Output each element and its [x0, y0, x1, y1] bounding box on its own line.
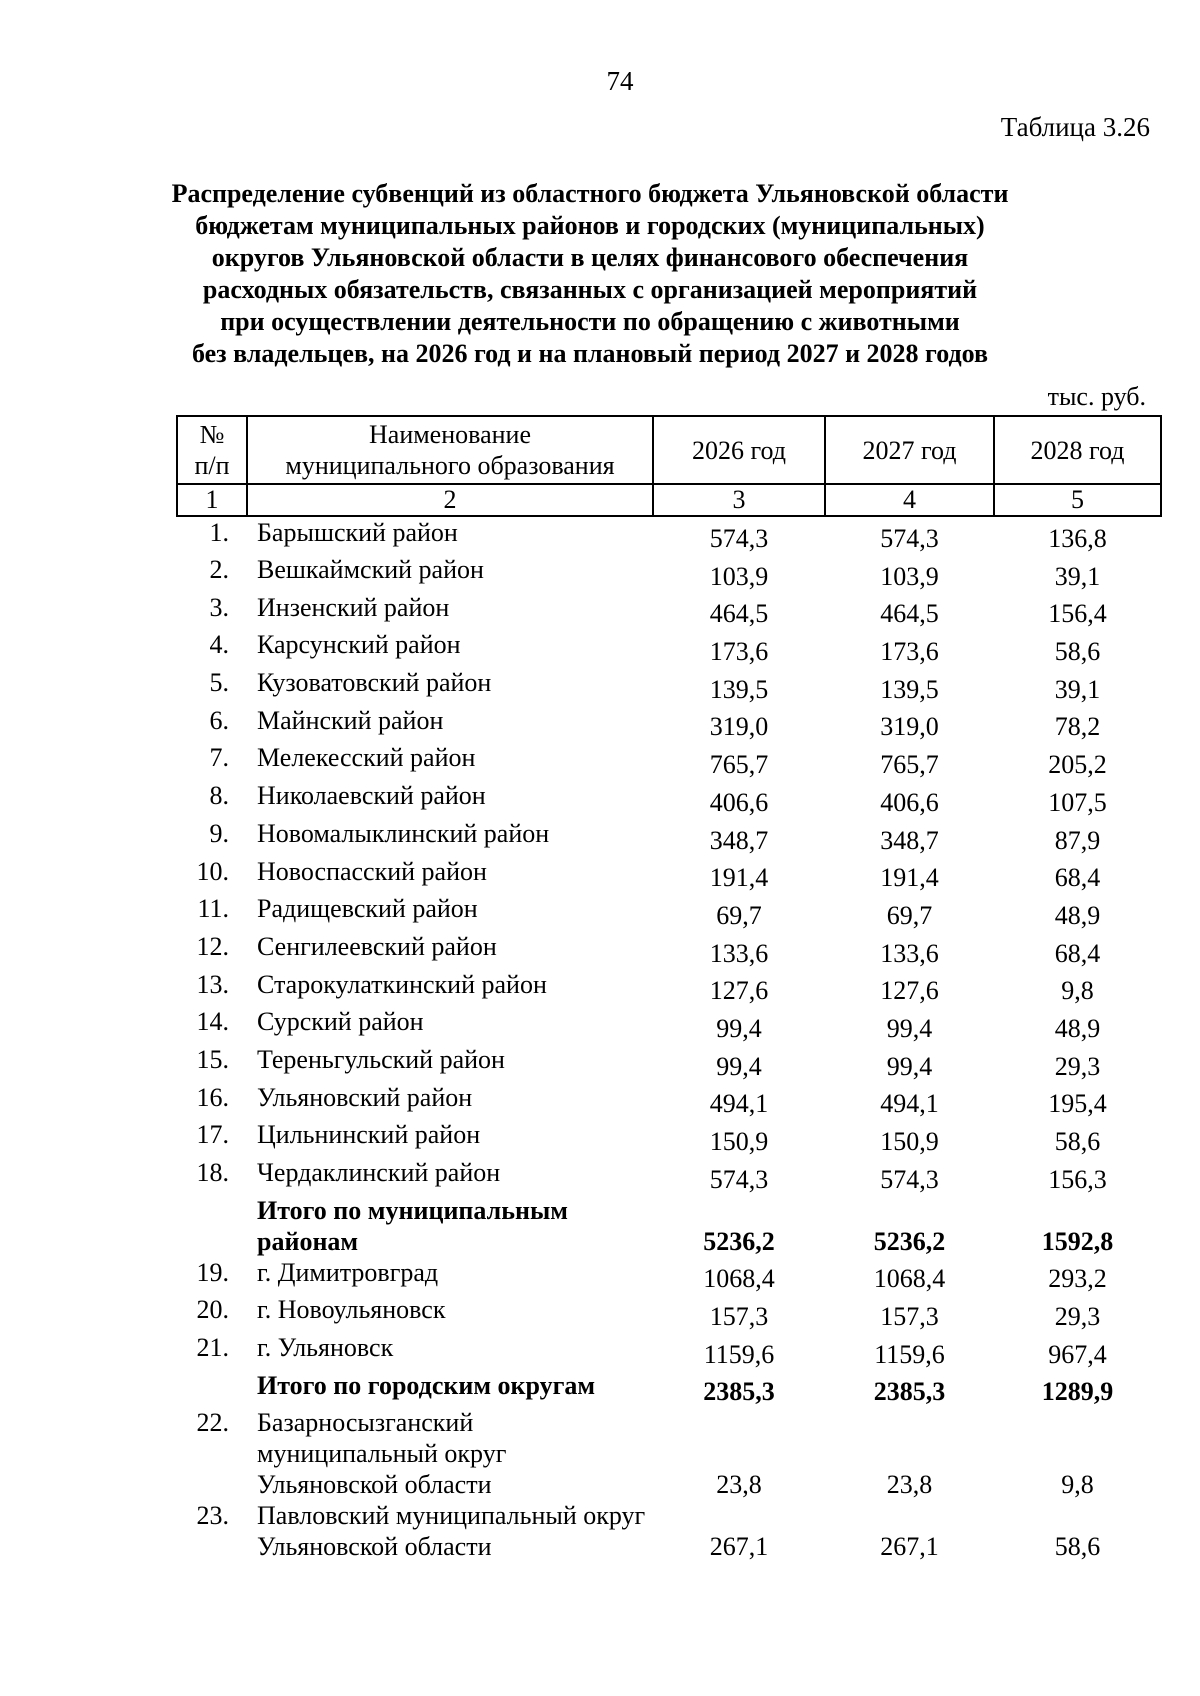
total-row — [177, 1195, 1161, 1257]
header-index: 3 — [653, 484, 825, 516]
value-2026: 191,4 — [709, 863, 769, 893]
municipality-name: Базарносызганский муниципальный округ Ульяновской области — [257, 1408, 507, 1500]
value-2026: 5236,2 — [703, 1226, 775, 1256]
value-2028: 1592,8 — [1041, 1226, 1114, 1256]
value-2026: 150,9 — [709, 1127, 769, 1156]
title-line: без владельцев, на 2026 год и на плановый период 2027 и 2028 годов — [191, 339, 989, 368]
value-2028: 205,2 — [1048, 750, 1107, 780]
table-row — [177, 1257, 1161, 1295]
row-number: 23. — [196, 1501, 229, 1531]
table-row — [177, 1407, 1161, 1500]
row-number: 3. — [209, 592, 229, 622]
value-2028: 9,8 — [1061, 1470, 1094, 1500]
value-2026: 127,6 — [709, 976, 769, 1006]
municipality-name: Барышский район — [257, 518, 458, 547]
table-row — [177, 1082, 1161, 1120]
row-number — [177, 1195, 247, 1257]
value-2026: 103,9 — [709, 561, 769, 591]
row-number: 15. — [196, 1044, 229, 1074]
table-row — [177, 1294, 1161, 1332]
value-2026: 139,5 — [709, 674, 769, 704]
municipality-name: Чердаклинский район — [257, 1158, 501, 1187]
value-2028: 136,8 — [1048, 524, 1107, 553]
header-2028: 2028 год — [994, 416, 1161, 484]
row-number: 11. — [197, 894, 229, 924]
table-row — [177, 629, 1161, 667]
value-2027: 99,4 — [886, 1013, 933, 1043]
row-number: 10. — [196, 856, 229, 886]
municipality-name: Радищевский район — [257, 894, 478, 924]
municipality-name: Новоспасский район — [257, 856, 487, 886]
value-2028: 48,9 — [1054, 1013, 1101, 1043]
value-2026: 173,6 — [709, 637, 769, 667]
value-2028: 58,6 — [1054, 1127, 1101, 1156]
units-label: тыс. руб. — [1047, 382, 1146, 411]
row-number — [177, 1370, 247, 1408]
value-2027: 157,3 — [880, 1302, 939, 1332]
row-number: 22. — [196, 1408, 229, 1438]
title-line: Распределение субвенций из областного бюджета Ульяновской области — [171, 179, 1009, 208]
value-2028: 39,1 — [1054, 674, 1101, 704]
value-2026: 464,5 — [709, 599, 769, 629]
value-2027: 173,6 — [880, 637, 939, 667]
row-number: 2. — [209, 555, 229, 584]
table-row — [177, 667, 1161, 705]
table-label: Таблица 3.26 — [1000, 112, 1150, 142]
value-2028: 293,2 — [1048, 1264, 1107, 1294]
value-2026: 157,3 — [709, 1302, 769, 1332]
row-number: 18. — [196, 1158, 229, 1187]
value-2028: 967,4 — [1048, 1339, 1107, 1369]
title-line: бюджетам муниципальных районов и городских (муниципальных) — [195, 211, 985, 240]
value-2028: 68,4 — [1054, 938, 1101, 968]
table-row — [177, 969, 1161, 1007]
value-2026: 319,0 — [709, 712, 769, 742]
value-2028: 156,4 — [1048, 599, 1107, 629]
value-2028: 156,3 — [1048, 1164, 1107, 1194]
value-2026: 69,7 — [716, 900, 762, 930]
value-2028: 1289,9 — [1041, 1377, 1114, 1407]
row-number: 13. — [196, 969, 229, 999]
municipality-name: г. Ульяновск — [257, 1333, 394, 1363]
table-row — [177, 1044, 1161, 1082]
table-row — [177, 742, 1161, 780]
value-2028: 39,1 — [1054, 561, 1101, 591]
value-2027: 127,6 — [880, 976, 939, 1006]
value-2026: 348,7 — [709, 825, 769, 855]
header-2027: 2027 год — [825, 416, 994, 484]
value-2028: 195,4 — [1048, 1089, 1107, 1119]
row-number: 21. — [196, 1333, 229, 1363]
value-2027: 765,7 — [880, 750, 939, 780]
table-row — [177, 554, 1161, 592]
value-2026: 23,8 — [716, 1470, 762, 1500]
value-2026: 574,3 — [709, 1164, 769, 1194]
municipality-name: Вешкаймский район — [257, 555, 484, 584]
municipality-name: Карсунский район — [257, 630, 461, 660]
row-number: 1. — [209, 518, 229, 547]
municipality-name: Старокулаткинский район — [257, 969, 547, 999]
value-2027: 464,5 — [880, 599, 939, 629]
page-number: 74 — [606, 66, 634, 96]
value-2027: 348,7 — [880, 825, 939, 855]
table-body — [177, 516, 1161, 1562]
municipality-name: Кузоватовский район — [257, 668, 492, 698]
value-2026: 765,7 — [709, 750, 769, 780]
value-2028: 48,9 — [1054, 900, 1101, 930]
value-2027: 191,4 — [880, 863, 939, 893]
value-2027: 1068,4 — [873, 1264, 946, 1294]
row-number: 16. — [196, 1082, 229, 1112]
municipality-name: г. Новоульяновск — [257, 1295, 446, 1325]
header-number — [177, 416, 247, 484]
value-2028: 9,8 — [1061, 976, 1094, 1006]
table-row — [177, 1332, 1161, 1370]
value-2026: 406,6 — [709, 787, 769, 817]
header-index: 5 — [994, 484, 1161, 516]
header-index: 4 — [825, 484, 994, 516]
municipality-name: Итого по городским округам — [257, 1370, 596, 1400]
value-2027: 5236,2 — [873, 1226, 946, 1256]
table-row — [177, 1157, 1161, 1195]
table-row — [177, 818, 1161, 856]
header-number-line2: п/п — [194, 451, 230, 480]
municipality-name: Новомалыклинский район — [257, 818, 550, 848]
value-2027: 406,6 — [880, 787, 939, 817]
row-number: 7. — [209, 743, 229, 773]
municipality-name: Ульяновский район — [257, 1082, 473, 1112]
municipality-name: Мелекесский район — [257, 743, 476, 773]
value-2028: 107,5 — [1048, 787, 1107, 817]
municipality-name: Тереньгульский район — [257, 1044, 505, 1074]
header-number-line1: № — [199, 420, 225, 449]
title-line: расходных обязательств, связанных с организацией мероприятий — [202, 275, 978, 304]
value-2028: 68,4 — [1054, 863, 1101, 893]
value-2026: 574,3 — [709, 524, 769, 553]
value-2027: 2385,3 — [873, 1377, 946, 1407]
value-2027: 1159,6 — [874, 1339, 945, 1369]
municipality-name: Сурский район — [257, 1007, 424, 1037]
value-2026: 133,6 — [709, 938, 769, 968]
value-2027: 267,1 — [880, 1532, 939, 1562]
value-2027: 574,3 — [880, 524, 939, 553]
table-row — [177, 780, 1161, 818]
value-2026: 99,4 — [716, 1051, 762, 1081]
row-number: 5. — [209, 668, 229, 698]
row-number: 6. — [209, 705, 229, 735]
row-number: 4. — [209, 630, 229, 660]
header-2026: 2026 год — [653, 416, 825, 484]
value-2028: 29,3 — [1054, 1302, 1101, 1332]
municipality-name: Павловский муниципальный округ Ульяновской области — [257, 1501, 646, 1562]
title-line: округов Ульяновской области в целях финансового обеспечения — [211, 243, 969, 272]
value-2027: 103,9 — [880, 561, 939, 591]
value-2026: 494,1 — [709, 1089, 769, 1119]
value-2027: 23,8 — [886, 1470, 933, 1500]
value-2028: 78,2 — [1054, 712, 1101, 742]
value-2026: 1159,6 — [703, 1339, 775, 1369]
table-row — [177, 592, 1161, 630]
municipality-name: Цильнинский район — [257, 1120, 481, 1150]
value-2026: 99,4 — [716, 1013, 762, 1043]
value-2026: 2385,3 — [703, 1377, 775, 1407]
municipality-name: Сенгилеевский район — [257, 931, 497, 961]
subsidy-table — [176, 415, 1162, 1562]
row-number: 20. — [196, 1295, 229, 1325]
value-2026: 267,1 — [709, 1532, 769, 1562]
table-row — [177, 856, 1161, 894]
value-2027: 319,0 — [880, 712, 939, 742]
value-2027: 133,6 — [880, 938, 939, 968]
header-name-line2: муниципального образования — [285, 451, 615, 480]
value-2028: 29,3 — [1054, 1051, 1101, 1081]
row-number: 12. — [196, 931, 229, 961]
municipality-name: г. Димитровград — [257, 1257, 439, 1287]
row-number: 17. — [196, 1120, 229, 1150]
value-2028: 87,9 — [1054, 825, 1101, 855]
value-2027: 574,3 — [880, 1164, 939, 1194]
title-line: при осуществлении деятельности по обращению с животными — [220, 307, 960, 336]
value-2027: 99,4 — [886, 1051, 933, 1081]
value-2028: 58,6 — [1054, 637, 1101, 667]
header-index: 2 — [247, 484, 653, 516]
municipality-name: Майнский район — [257, 705, 444, 735]
table-row — [177, 1006, 1161, 1044]
header-index: 1 — [177, 484, 247, 516]
value-2027: 150,9 — [880, 1127, 939, 1156]
value-2027: 139,5 — [880, 674, 939, 704]
row-number: 9. — [209, 818, 229, 848]
municipality-name: Итого по муниципальным районам — [257, 1195, 568, 1256]
table-row — [177, 931, 1161, 969]
header-name-line1: Наименование — [369, 420, 531, 449]
table-row — [177, 1119, 1161, 1157]
municipality-name: Николаевский район — [257, 781, 486, 811]
row-number: 14. — [196, 1007, 229, 1037]
value-2027: 69,7 — [886, 900, 933, 930]
row-number: 19. — [196, 1257, 229, 1287]
value-2027: 494,1 — [880, 1089, 939, 1119]
table-row — [177, 893, 1161, 931]
total-row — [177, 1370, 1161, 1408]
value-2026: 1068,4 — [703, 1264, 775, 1294]
header-name — [247, 416, 653, 484]
table-row — [177, 705, 1161, 743]
row-number: 8. — [209, 781, 229, 811]
value-2028: 58,6 — [1054, 1532, 1101, 1562]
table-title — [140, 178, 1040, 370]
table-row — [177, 1500, 1161, 1562]
municipality-name: Инзенский район — [257, 592, 450, 622]
table-row — [177, 516, 1161, 554]
